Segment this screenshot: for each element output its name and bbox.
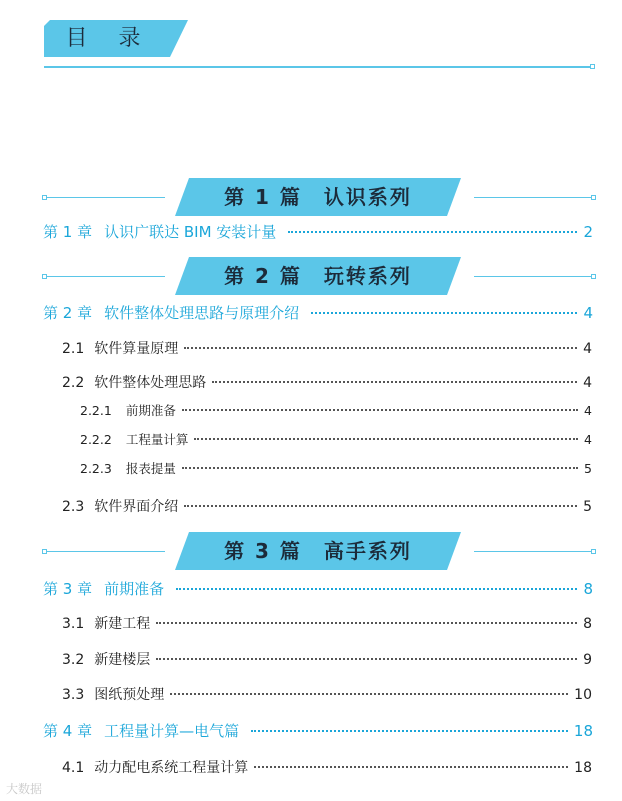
chapter-title: 前期准备 — [104, 580, 165, 598]
page-number: 5 — [584, 461, 592, 476]
part-line-right-square — [591, 549, 596, 554]
subsection-title: 前期准备 — [125, 403, 176, 418]
dot-leader — [254, 766, 568, 768]
toc-section[interactable] — [62, 338, 592, 358]
chapter-number: 第 1 章 — [43, 223, 93, 241]
dot-leader — [288, 231, 577, 233]
chapter-number: 第 3 章 — [43, 580, 93, 598]
toc-chapter[interactable] — [43, 221, 593, 242]
section-title: 动力配电系统工程量计算 — [94, 760, 249, 776]
subsection-number: 2.2.3 — [80, 461, 112, 476]
toc-section[interactable] — [62, 684, 592, 704]
section-number: 2.3 — [62, 499, 85, 515]
page-title: 目 录 — [65, 26, 153, 51]
dot-leader — [194, 438, 578, 440]
part-line-right — [474, 197, 592, 198]
dot-leader — [311, 312, 577, 314]
chapter-title: 工程量计算—电气篇 — [104, 722, 240, 740]
toc-section[interactable] — [62, 757, 592, 777]
toc-chapter[interactable] — [43, 720, 593, 741]
toc-subsection[interactable] — [80, 401, 592, 419]
chapter-number: 第 2 章 — [43, 304, 93, 322]
dot-leader — [251, 730, 568, 732]
page-number: 8 — [583, 616, 592, 632]
toc-subsection[interactable] — [80, 430, 592, 448]
dot-leader — [182, 409, 578, 411]
section-title: 新建工程 — [94, 616, 151, 632]
section-title: 软件算量原理 — [94, 341, 179, 357]
subsection-title: 工程量计算 — [125, 432, 189, 447]
part-title: 第 1 篇 认识系列 — [224, 185, 412, 209]
subsection-title: 报表提量 — [125, 461, 176, 476]
dot-leader — [170, 693, 568, 695]
chapter-title: 软件整体处理思路与原理介绍 — [104, 304, 300, 322]
page-number: 2 — [583, 223, 593, 241]
page-number: 8 — [583, 580, 593, 598]
part-line-left — [47, 551, 165, 552]
toc-section[interactable] — [62, 372, 592, 392]
page-number: 4 — [583, 341, 592, 357]
subsection-number: 2.2.2 — [80, 432, 112, 447]
part-title: 第 3 篇 高手系列 — [224, 539, 412, 563]
part-line-right-square — [591, 274, 596, 279]
section-number: 4.1 — [62, 760, 85, 776]
toc-chapter[interactable] — [43, 578, 593, 599]
subsection-number: 2.2.1 — [80, 403, 112, 418]
chapter-title: 认识广联达 BIM 安装计量 — [104, 223, 277, 241]
dot-leader — [156, 622, 577, 624]
divider-end-square — [590, 64, 595, 69]
part-line-left — [47, 197, 165, 198]
part-title: 第 2 篇 玩转系列 — [224, 264, 412, 288]
section-number: 2.1 — [62, 341, 85, 357]
section-title: 图纸预处理 — [94, 687, 165, 703]
section-number: 3.1 — [62, 616, 85, 632]
title-divider — [44, 66, 593, 68]
section-title: 软件界面介绍 — [94, 499, 179, 515]
page-number: 4 — [584, 403, 592, 418]
page-number: 4 — [584, 432, 592, 447]
section-number: 2.2 — [62, 375, 85, 391]
dot-leader — [176, 588, 577, 590]
toc-section[interactable] — [62, 649, 592, 669]
part-line-right-square — [591, 195, 596, 200]
section-title: 软件整体处理思路 — [94, 375, 207, 391]
page-number: 18 — [573, 722, 593, 740]
page-number: 10 — [574, 687, 592, 703]
watermark: 大数据 — [6, 782, 43, 796]
toc-subsection[interactable] — [80, 459, 592, 477]
chapter-number: 第 4 章 — [43, 722, 93, 740]
page-number: 4 — [583, 304, 593, 322]
part-line-right — [474, 551, 592, 552]
section-title: 新建楼层 — [94, 652, 151, 668]
toc-section[interactable] — [62, 496, 592, 516]
dot-leader — [212, 381, 577, 383]
page-number: 4 — [583, 375, 592, 391]
dot-leader — [182, 467, 578, 469]
page-number: 9 — [583, 652, 592, 668]
toc-section[interactable] — [62, 613, 592, 633]
page-number: 18 — [574, 760, 592, 776]
dot-leader — [184, 505, 577, 507]
section-number: 3.2 — [62, 652, 85, 668]
part-line-left — [47, 276, 165, 277]
page-number: 5 — [583, 499, 592, 515]
section-number: 3.3 — [62, 687, 85, 703]
toc-chapter[interactable] — [43, 302, 593, 323]
part-line-right — [474, 276, 592, 277]
dot-leader — [156, 658, 577, 660]
dot-leader — [184, 347, 577, 349]
